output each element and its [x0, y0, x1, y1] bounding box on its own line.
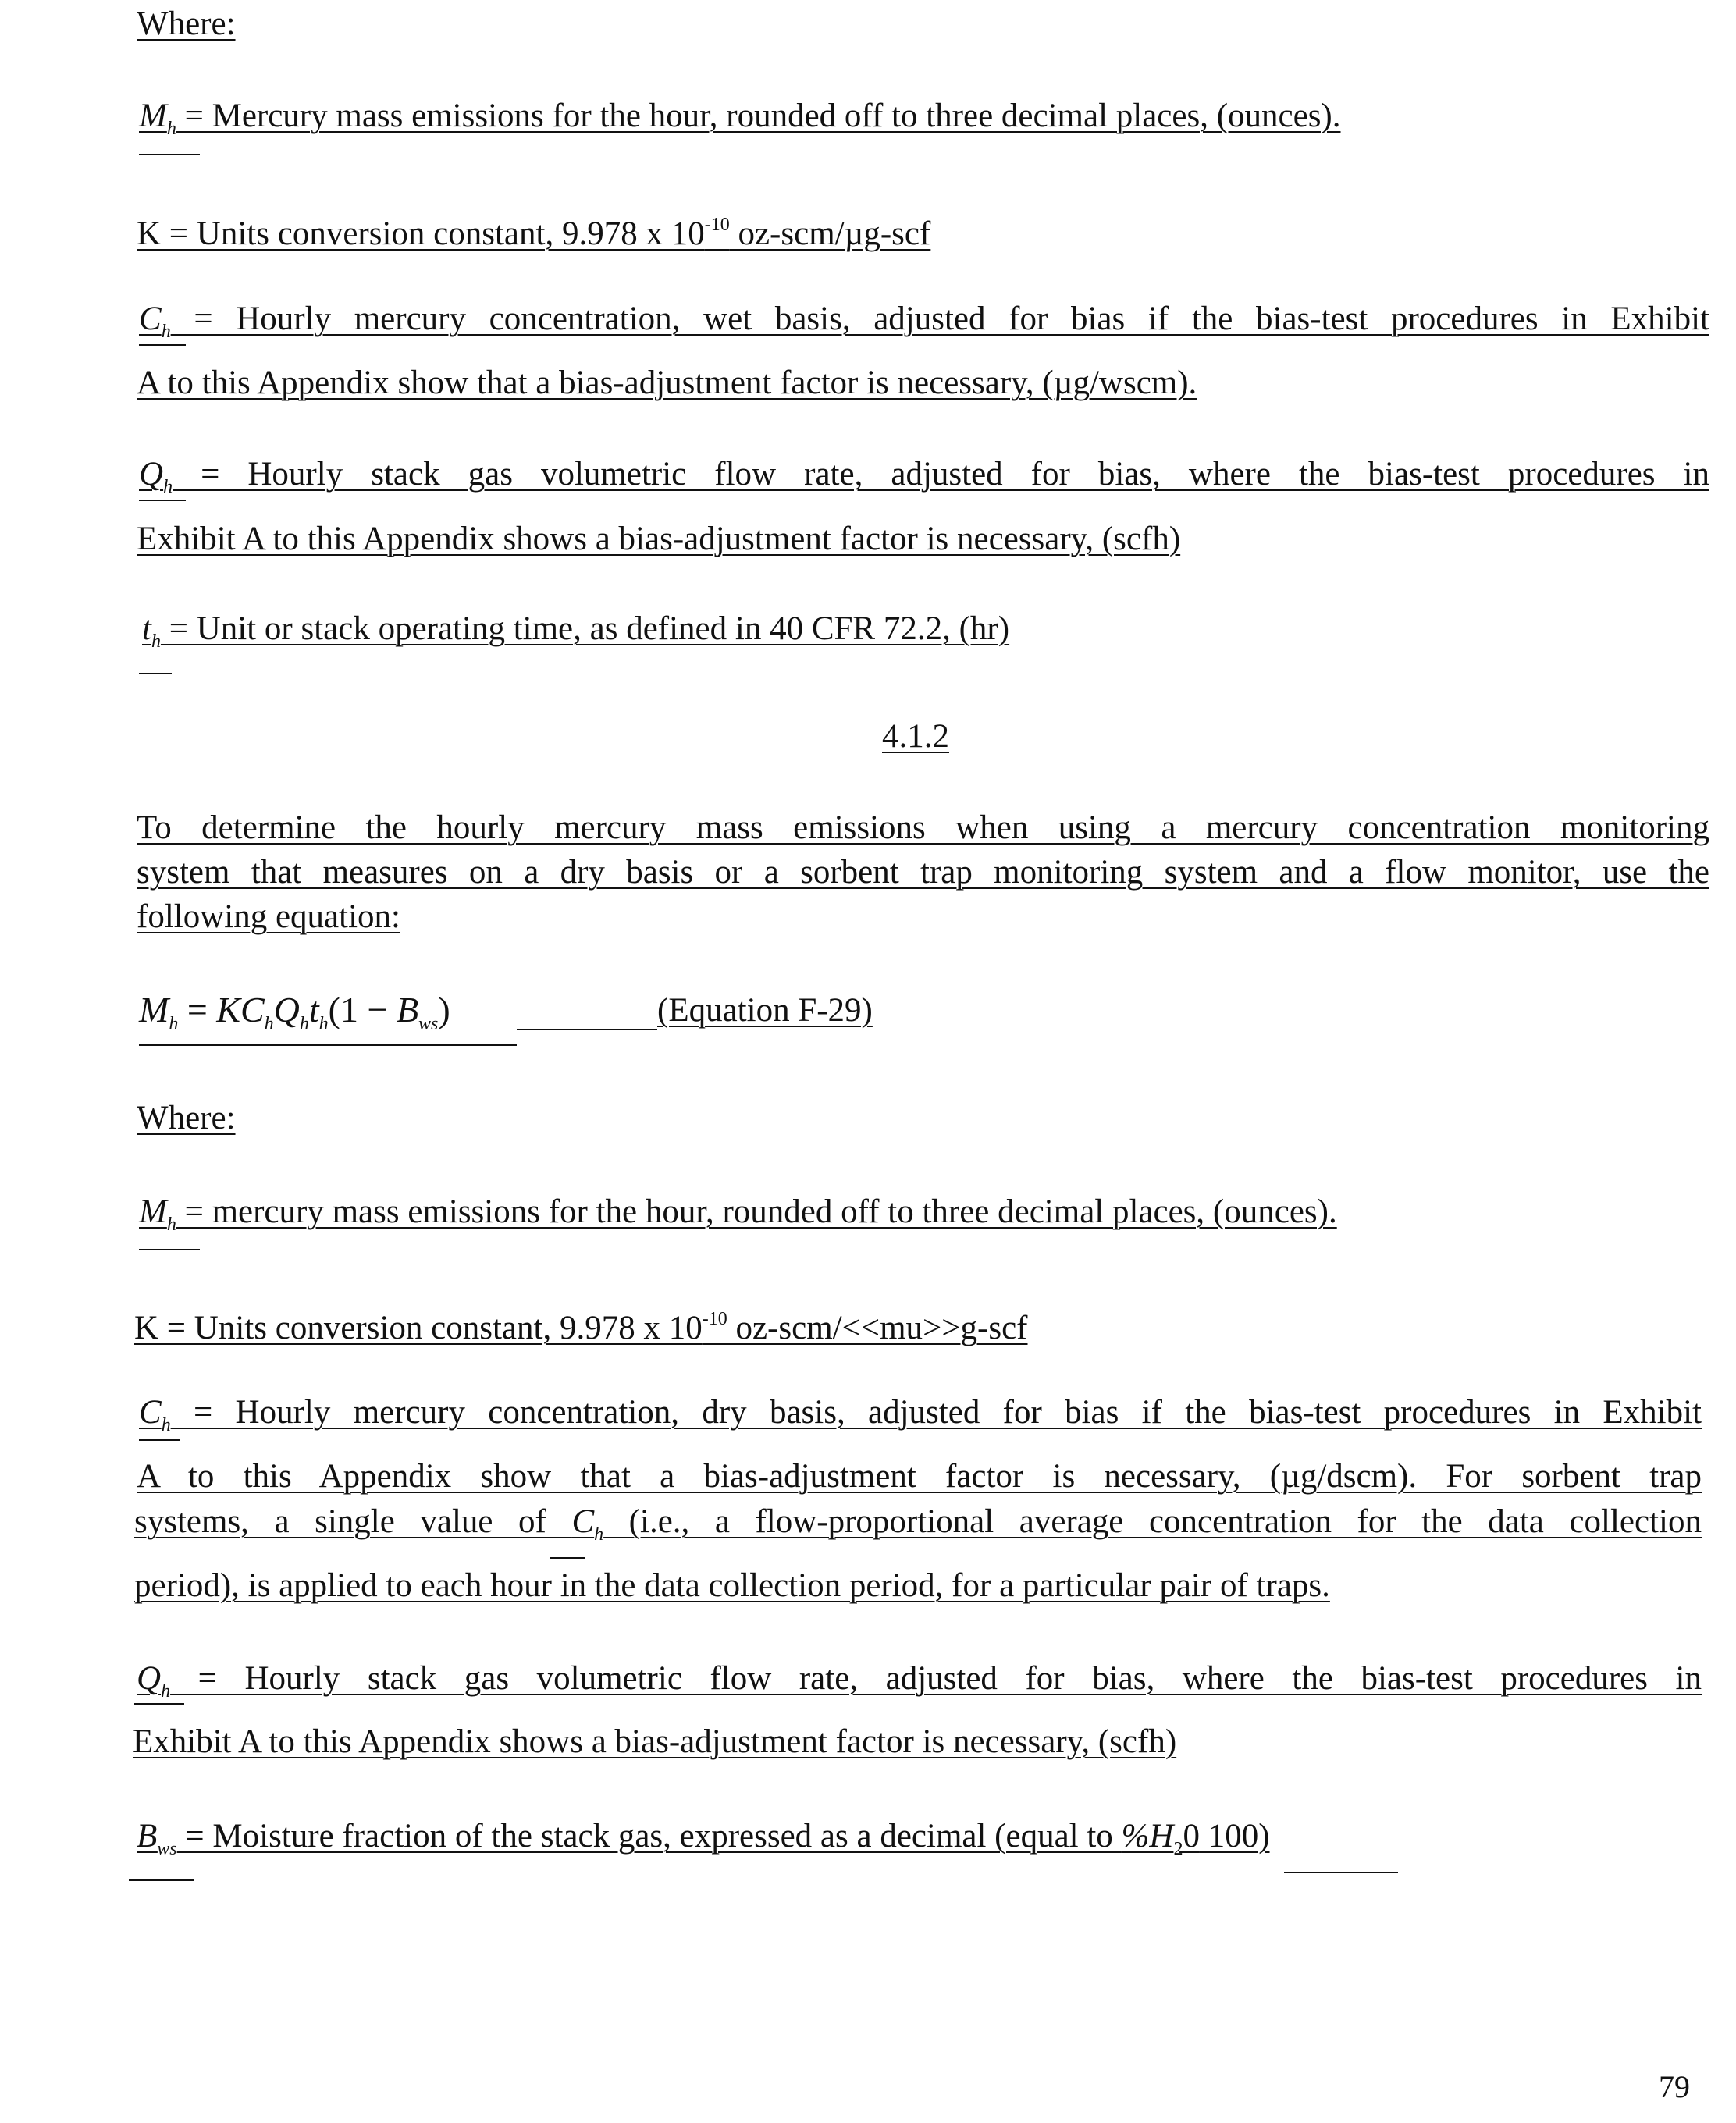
ch-subscript: h	[161, 322, 171, 342]
fraction-bar	[1284, 1872, 1398, 1873]
where-label-1: Where:	[137, 5, 236, 42]
ch-symbol: C	[139, 300, 162, 337]
mh-subscript: h	[166, 1214, 176, 1235]
equation-f29	[139, 988, 450, 1046]
bws-fraction-denominator: 100)	[1199, 1818, 1270, 1855]
ch-text-line1: = Hourly mercury concentration, dry basis, adjusted for bias if the bias-test procedures in Exhibit	[170, 1394, 1702, 1431]
k-exponent: -10	[704, 215, 730, 235]
ch-definition-2-line4: period), is applied to each hour in the data collection period, for a particular pair of traps.	[134, 1567, 1330, 1604]
section-number: 4.1.2	[882, 718, 949, 755]
qh-symbol: Q	[139, 456, 164, 493]
ch-definition-2-line2: A to this Appendix show that a bias-adjustment factor is necessary, (µg/dscm). For sorbent trap	[137, 1458, 1702, 1495]
th-text: = Unit or stack operating time, as defined in 40 CFR 72.2, (hr)	[160, 610, 1010, 647]
k-definition-2	[134, 1299, 1028, 1349]
k-text-pre: K = Units conversion constant, 9.978 x 10	[137, 215, 705, 252]
qh-definition-1-line2: Exhibit A to this Appendix shows a bias-adjustment factor is necessary, (scfh)	[137, 521, 1181, 557]
qh-subscript: h	[163, 477, 173, 497]
qh-text-line1: = Hourly stack gas volumetric flow rate, adjusted for bias, where the bias-test procedures in	[170, 1660, 1702, 1697]
bws-symbol: B	[137, 1818, 158, 1855]
ch-text-line1: = Hourly mercury concentration, wet basis, adjusted for bias if the bias-test procedures in Exhibit	[170, 300, 1709, 337]
symbol-underline	[134, 1703, 184, 1705]
ch-line3-pre: systems, a single value of	[134, 1503, 572, 1540]
ch-symbol: C	[139, 1394, 162, 1431]
bws-definition	[137, 1816, 1270, 1869]
eq-q: Q	[273, 990, 300, 1029]
symbol-underline	[139, 673, 172, 674]
eq-t-subscript: h	[318, 1014, 329, 1034]
eq-q-subscript: h	[299, 1014, 309, 1034]
intro-line2: system that measures on a dry basis or a sorbent trap monitoring system and a flow monitor, use the	[137, 854, 1709, 891]
qh-definition-2-line2: Exhibit A to this Appendix shows a bias-adjustment factor is necessary, (scfh)	[133, 1723, 1177, 1760]
mh-symbol: M	[139, 1193, 167, 1230]
qh-text-line1: = Hourly stack gas volumetric flow rate, adjusted for bias, where the bias-test procedures in	[173, 456, 1709, 493]
ch-inline-symbol: C	[571, 1503, 595, 1540]
qh-subscript: h	[161, 1681, 171, 1702]
intro-line3: following equation:	[137, 898, 400, 935]
eq-paren-open: (1 −	[328, 990, 397, 1029]
mh-subscript: h	[166, 119, 176, 139]
equation-underline	[139, 1044, 517, 1046]
qh-symbol: Q	[137, 1660, 162, 1697]
th-symbol: t	[142, 610, 151, 647]
ch-subscript: h	[161, 1415, 171, 1435]
ch-definition-2-line3	[134, 1502, 1702, 1555]
qh-definition-2-line1	[137, 1659, 1702, 1712]
th-definition-1	[142, 609, 1009, 662]
bws-text: = Moisture fraction of the stack gas, expressed as a decimal (equal to	[176, 1818, 1122, 1855]
k-exponent: -10	[702, 1309, 727, 1329]
mh-definition-1	[139, 96, 1341, 149]
symbol-underline	[139, 1249, 200, 1250]
symbol-underline	[129, 1879, 194, 1881]
mh-text: = mercury mass emissions for the hour, rounded off to three decimal places, (ounces).	[176, 1193, 1337, 1230]
bws-fraction-tail: 0	[1183, 1818, 1200, 1855]
eq-c-subscript: h	[264, 1014, 274, 1034]
eq-kc: KC	[216, 990, 265, 1029]
eq-lhs-symbol: M	[139, 990, 169, 1029]
equation-leader-line	[517, 1029, 657, 1030]
eq-paren-close: )	[438, 990, 450, 1029]
eq-b-subscript: ws	[418, 1014, 439, 1034]
symbol-underline	[139, 344, 186, 346]
ch-inline-subscript: h	[594, 1524, 604, 1545]
eq-lhs-subscript: h	[169, 1014, 179, 1034]
k-text-post: oz-scm/<<mu>>g-scf	[727, 1310, 1028, 1346]
eq-t: t	[308, 990, 319, 1029]
k-text-post: oz-scm/µg-scf	[729, 215, 931, 252]
bws-fraction-numerator: %H	[1121, 1818, 1174, 1855]
k-text-pre: K = Units conversion constant, 9.978 x 10	[134, 1310, 703, 1346]
ch-line3-post: (i.e., a flow-proportional average concentration for the data collection	[603, 1503, 1702, 1540]
symbol-underline	[550, 1557, 585, 1559]
eq-equals: =	[178, 990, 217, 1029]
qh-definition-1-line1	[139, 454, 1709, 507]
page-number: 79	[1659, 2069, 1690, 2104]
symbol-underline	[139, 154, 200, 155]
mh-definition-2	[139, 1192, 1337, 1245]
eq-b: B	[396, 990, 419, 1029]
bws-fraction-subscript: 2	[1173, 1839, 1183, 1859]
ch-definition-1-line1	[139, 299, 1709, 352]
mh-text: = Mercury mass emissions for the hour, rounded off to three decimal places, (ounces).	[176, 98, 1341, 134]
symbol-underline	[139, 500, 186, 501]
ch-definition-2-line1	[139, 1392, 1702, 1446]
k-definition-1	[137, 204, 930, 254]
mh-symbol: M	[139, 98, 167, 134]
where-label-2: Where:	[137, 1100, 236, 1136]
th-subscript: h	[151, 631, 161, 652]
equation-label: (Equation F-29)	[657, 992, 873, 1029]
symbol-underline	[139, 1439, 180, 1441]
bws-subscript: ws	[157, 1839, 177, 1859]
intro-line1: To determine the hourly mercury mass emissions when using a mercury concentration monitoring	[137, 809, 1709, 846]
ch-definition-1-line2: A to this Appendix show that a bias-adjustment factor is necessary, (µg/wscm).	[137, 365, 1197, 401]
